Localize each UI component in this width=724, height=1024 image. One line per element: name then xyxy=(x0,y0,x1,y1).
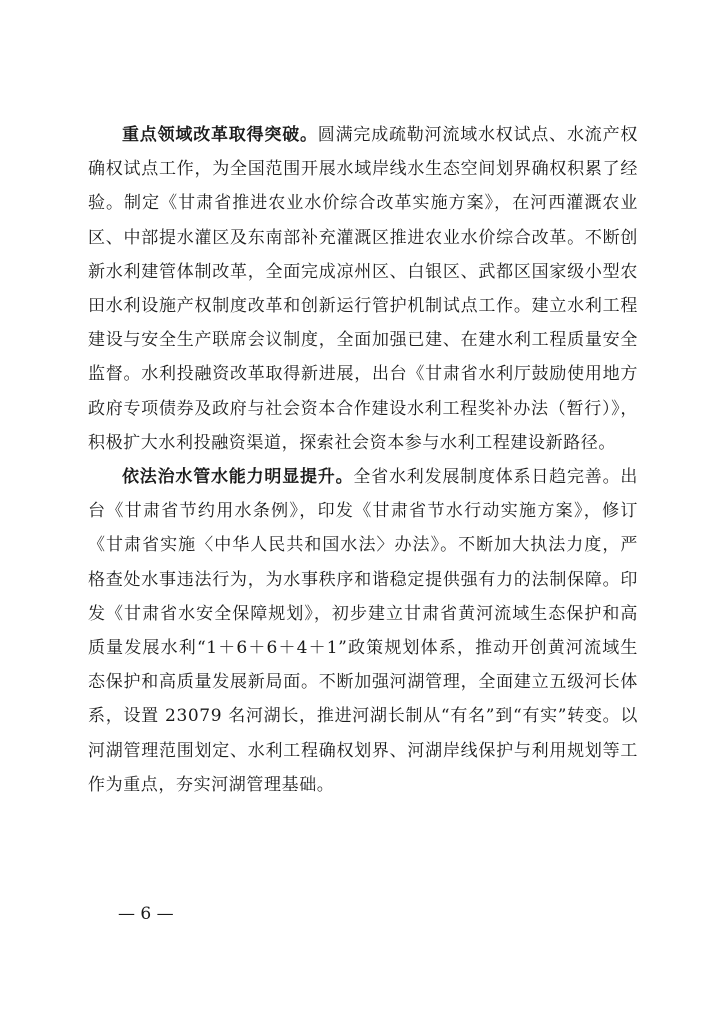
document-body xyxy=(88,118,638,802)
paragraph-text: 全省水利发展制度体系日趋完善。出台《甘肃省节约用水条例》，印发《甘肃省节水行动实施方案》，修订《甘肃省实施〈中华人民共和国水法〉办法》。不断加大执法力度，严格查处水事违法行为，为水事秩序和谐稳定提供强有力的法制保障。印发《甘肃省水安全保障规划》，初步建立甘肃省黄河流域生态保护和高质量发展水利“1＋6＋6＋4＋1”政策规划体系，推动开创黄河流域生态保护和高质量发展新局面。不断加强河湖管理，全面建立五级河长体系，设置 23079 名河湖长，推进河湖长制从“有名”到“有实”转变。以河湖管理范围划定、水利工程确权划界、河湖岸线保护与利用规划等工作为重点，夯实河湖管理基础。 xyxy=(88,467,638,795)
paragraph-rule-of-law xyxy=(88,460,638,802)
paragraph-reform xyxy=(88,118,638,460)
paragraph-lead: 重点领域改革取得突破。 xyxy=(122,125,318,145)
paragraph-text: 圆满完成疏勒河流域水权试点、水流产权确权试点工作，为全国范围开展水域岸线水生态空间划界确权积累了经验。制定《甘肃省推进农业水价综合改革实施方案》，在河西灌溉农业区、中部提水灌区及东南部补充灌溉区推进农业水价综合改革。不断创新水利建管体制改革，全面完成凉州区、白银区、武都区国家级小型农田水利设施产权制度改革和创新运行管护机制试点工作。建立水利工程建设与安全生产联席会议制度，全面加强已建、在建水利工程质量安全监督。水利投融资改革取得新进展，出台《甘肃省水利厅鼓励使用地方政府专项债券及政府与社会资本合作建设水利工程奖补办法（暂行）》，积极扩大水利投融资渠道，探索社会资本参与水利工程建设新路径。 xyxy=(88,125,638,453)
page-number: — 6 — xyxy=(118,904,174,924)
paragraph-lead: 依法治水管水能力明显提升。 xyxy=(122,467,354,488)
